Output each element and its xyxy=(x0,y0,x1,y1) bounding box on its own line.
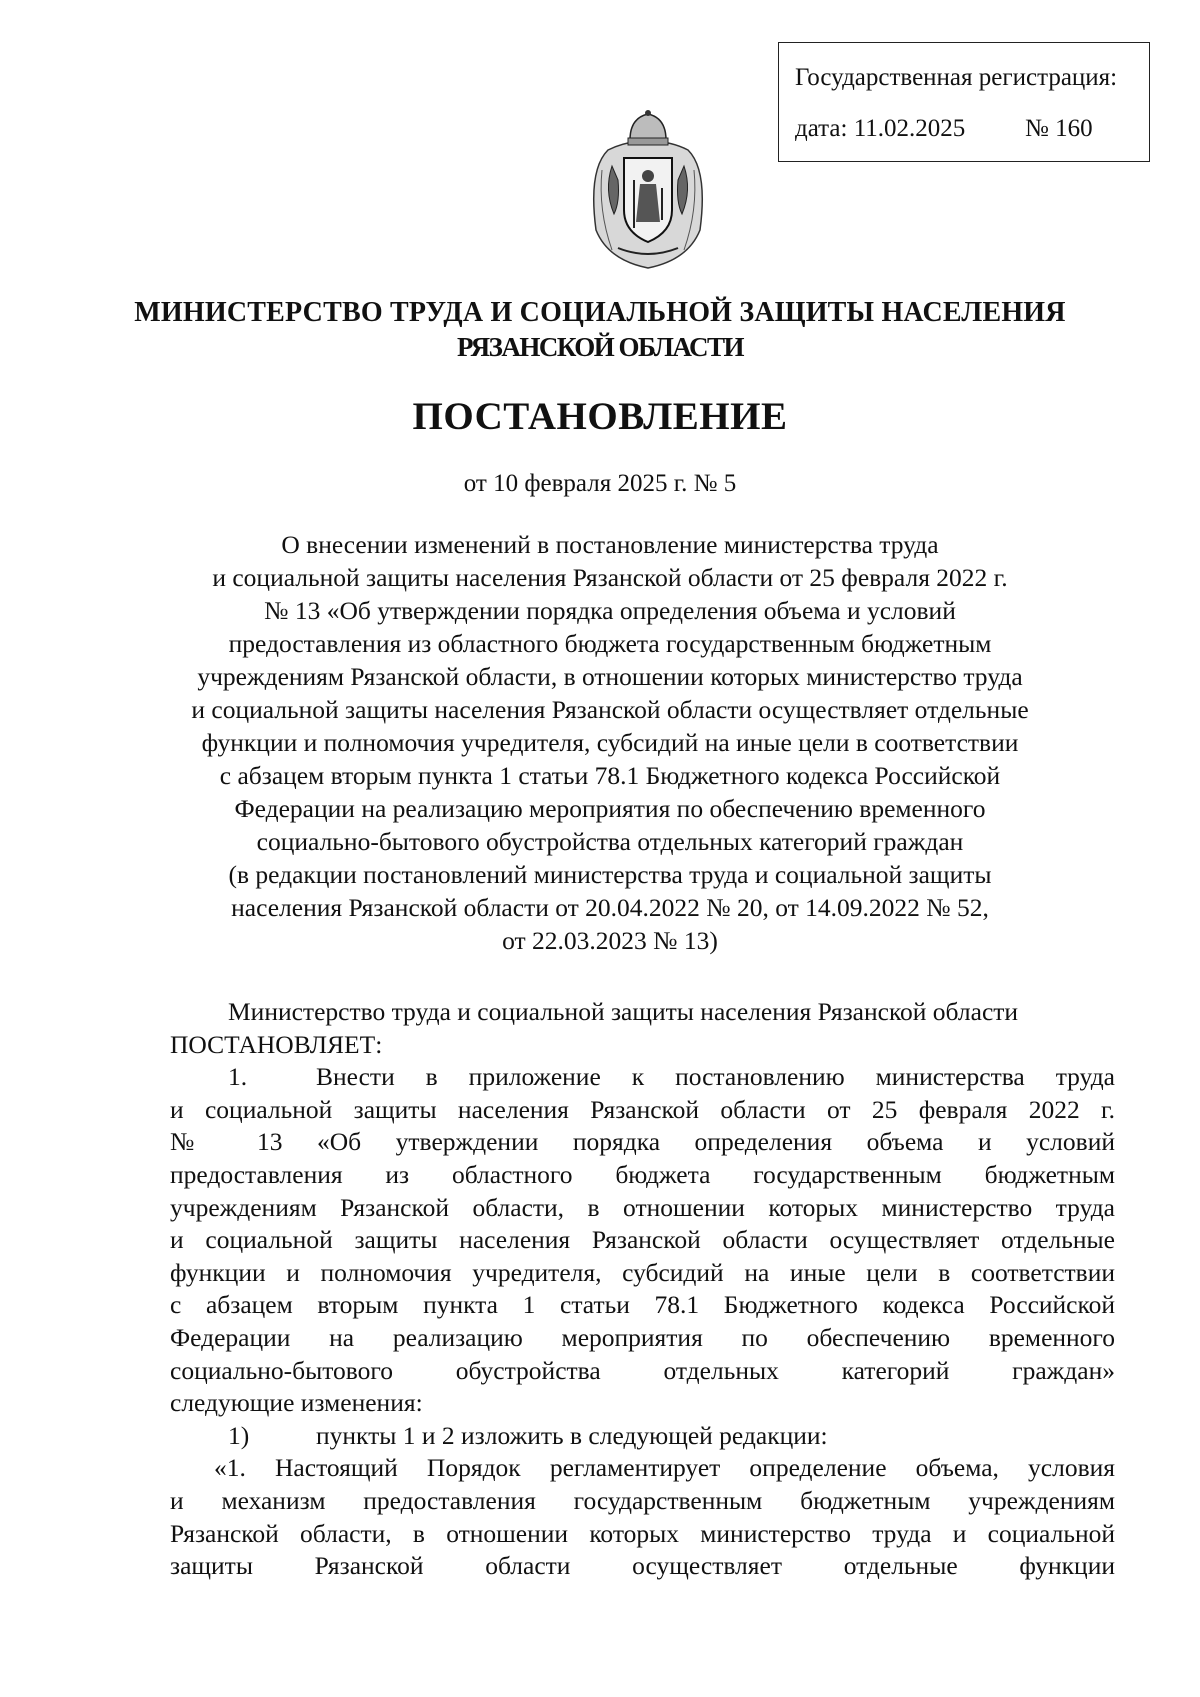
ministry-heading-line1: МИНИСТЕРСТВО ТРУДА И СОЦИАЛЬНОЙ ЗАЩИТЫ НАСЕЛЕНИЯ xyxy=(134,297,1066,328)
ministry-heading xyxy=(0,296,1200,364)
intro-line: Министерство труда и социальной защиты населения Рязанской области xyxy=(228,997,1019,1026)
subject-line: социально-бытового обустройства отдельных категорий граждан xyxy=(256,827,964,856)
item-1-line: и социальной защиты населения Рязанской области осуществляет отдельные xyxy=(170,1225,1115,1255)
subject-line: от 22.03.2023 № 13) xyxy=(502,926,718,955)
document-body xyxy=(170,996,1115,1583)
item-1-last-line: следующие изменения: xyxy=(170,1388,423,1418)
item-1-line: с абзацем вторым пункта 1 статьи 78.1 Бюджетного кодекса Российской xyxy=(170,1290,1115,1320)
subitem-1-text: пункты 1 и 2 изложить в следующей редакции: xyxy=(316,1420,828,1450)
document-subject xyxy=(170,528,1050,957)
registration-number: № 160 xyxy=(1025,115,1093,142)
subject-line: Федерации на реализацию мероприятия по обеспечению временного xyxy=(234,794,986,823)
item-1-line: № 13 «Об утверждении порядка определения объема и условий xyxy=(170,1127,1115,1157)
subitem-1-line xyxy=(170,1420,1115,1453)
ministry-heading-line2: РЯЗАНСКОЙ ОБЛАСТИ xyxy=(456,332,743,362)
subject-line: № 13 «Об утверждении порядка определения объема и условий xyxy=(264,596,956,625)
document-type-title: ПОСТАНОВЛЕНИЕ xyxy=(412,395,788,438)
item-1-first-line xyxy=(170,1061,1115,1094)
quote-line: защиты Рязанской области осуществляет отдельные функции xyxy=(170,1551,1115,1581)
quote-first-line: «1. Настоящий Порядок регламентирует определение объема, условия xyxy=(214,1453,1115,1483)
subject-line: предоставления из областного бюджета государственным бюджетным xyxy=(228,629,992,658)
subject-line: с абзацем вторым пункта 1 статьи 78.1 Бюджетного кодекса Российской xyxy=(219,761,1001,790)
registration-title: Государственная регистрация: xyxy=(795,64,1118,91)
item-1-line: и социальной защиты населения Рязанской области от 25 февраля 2022 г. xyxy=(170,1094,1115,1124)
subject-line: и социальной защиты населения Рязанской области от 25 февраля 2022 г. xyxy=(212,563,1008,592)
item-1-number: 1. xyxy=(228,1062,248,1092)
item-1-first-text: Внести в приложение к постановлению министерства труда xyxy=(316,1062,1115,1092)
subject-line: функции и полномочия учредителя, субсидий на иные цели в соответствии xyxy=(201,728,1019,757)
quote-line: Рязанской области, в отношении которых министерство труда и социальной xyxy=(170,1518,1115,1548)
subject-line: О внесении изменений в постановление министерства труда xyxy=(281,530,939,559)
item-1-line: предоставления из областного бюджета государственным бюджетным xyxy=(170,1159,1115,1189)
coat-of-arms-icon xyxy=(568,110,728,270)
subject-line: и социальной защиты населения Рязанской области осуществляет отдельные xyxy=(191,695,1029,724)
subitem-1-number: 1) xyxy=(228,1420,250,1450)
item-1-line: функции и полномочия учредителя, субсидий на иные цели в соответствии xyxy=(170,1257,1115,1287)
subject-line: учреждениям Рязанской области, в отношении которых министерство труда xyxy=(197,662,1023,691)
document-date-number: от 10 февраля 2025 г. № 5 xyxy=(463,470,737,497)
quote-line: и механизм предоставления государственным бюджетным учреждениям xyxy=(170,1485,1115,1515)
registration-date: дата: 11.02.2025 xyxy=(795,115,966,142)
intro-resolves: ПОСТАНОВЛЯЕТ: xyxy=(170,1029,383,1059)
item-1-line: социально-бытового обустройства отдельных категорий граждан» xyxy=(170,1355,1115,1385)
registration-box xyxy=(778,42,1150,162)
subject-line: населения Рязанской области от 20.04.2022 № 20, от 14.09.2022 № 52, xyxy=(231,893,989,922)
subject-line: (в редакции постановлений министерства труда и социальной защиты xyxy=(228,860,992,889)
item-1-line: Федерации на реализацию мероприятия по обеспечению временного xyxy=(170,1322,1115,1352)
item-1-line: учреждениям Рязанской области, в отношении которых министерство труда xyxy=(170,1192,1115,1222)
